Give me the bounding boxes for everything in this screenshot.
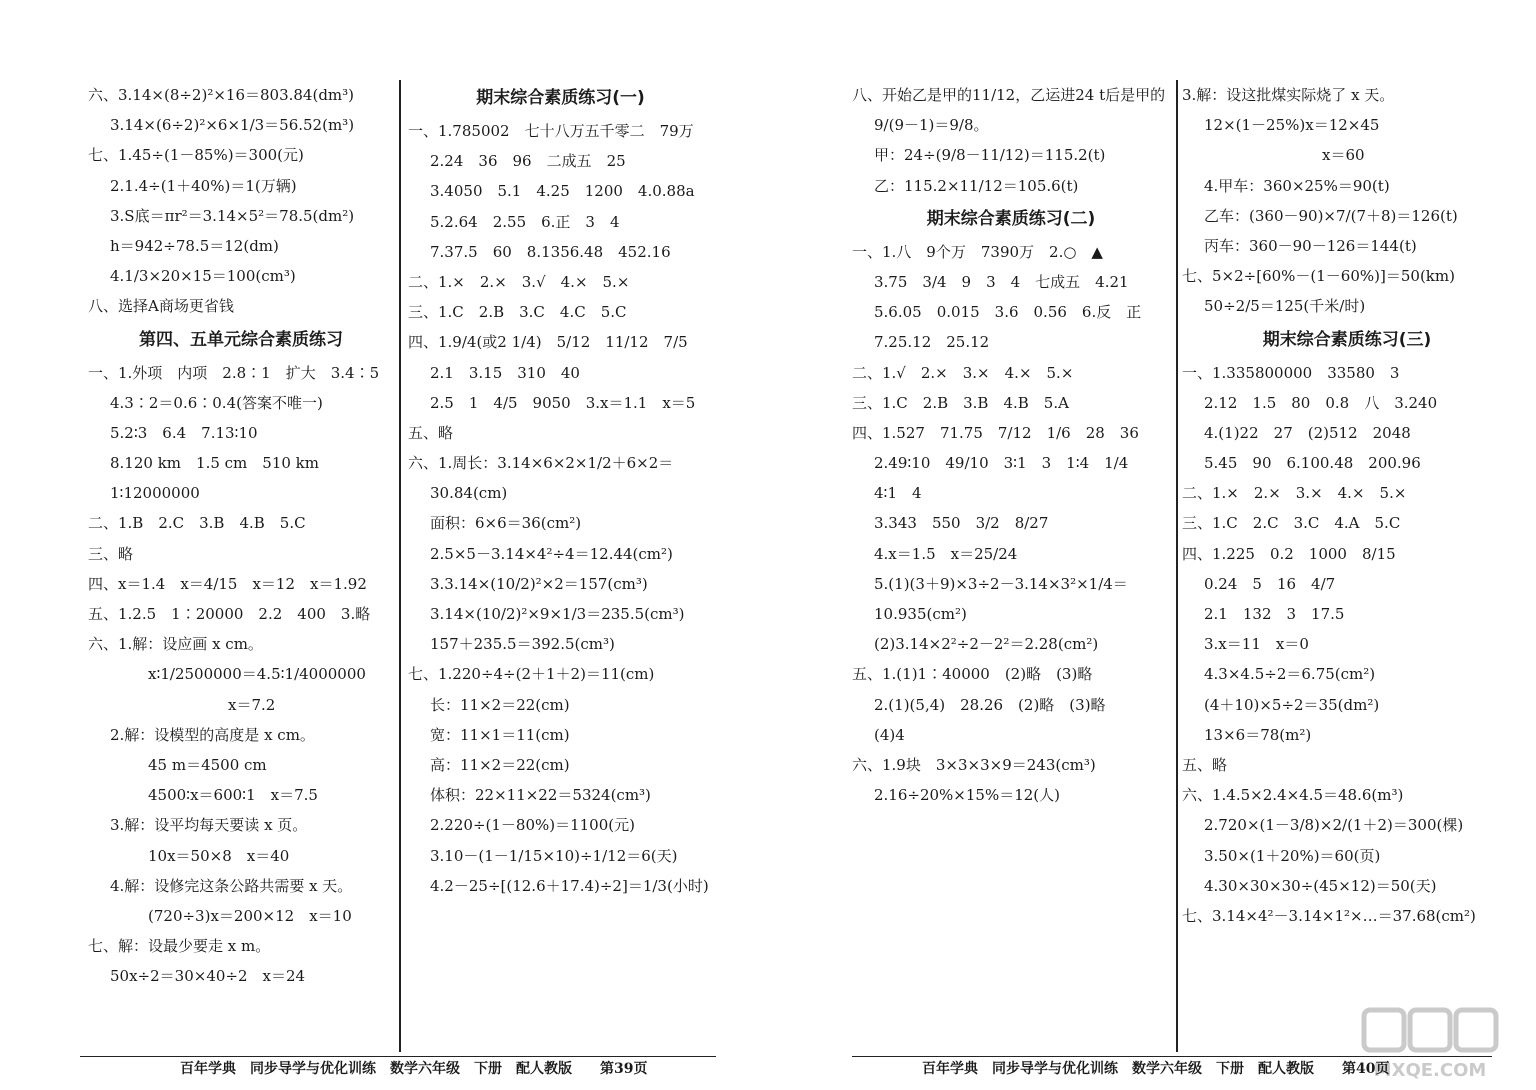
answer-line: 一、1.八 9个万 7390万 2.○ ▲ <box>852 242 1103 261</box>
answer-line: 5.2∶3 6.4 7.13∶10 <box>110 423 258 442</box>
answer-line: 4.30×30×30÷(45×12)＝50(天) <box>1204 876 1437 895</box>
answer-line: 8.120 km 1.5 cm 510 km <box>110 454 319 473</box>
answer-line: 2.(1)(5,4) 28.26 (2)略 (3)略 <box>874 695 1106 714</box>
answer-line: 高：11×2＝22(cm) <box>430 755 570 774</box>
answer-column-1 <box>88 80 394 1050</box>
answer-line: 六、1.周长：3.14×6×2×1/2＋6×2＝ <box>408 454 674 473</box>
answer-line: 四、1.527 71.75 7/12 1/6 28 36 <box>852 423 1139 442</box>
answer-line: (2)3.14×2²÷2－2²＝2.28(cm²) <box>874 635 1099 654</box>
column-divider-left <box>399 80 401 1052</box>
answer-line: 7.37.5 60 8.1356.48 452.16 <box>430 242 671 261</box>
answer-line: 八、选择A商场更省钱 <box>88 297 234 316</box>
answer-line: 七、解：设最少要走 x m。 <box>88 937 271 956</box>
answer-line: 五、1.(1)1∶40000 (2)略 (3)略 <box>852 665 1093 684</box>
answer-line: 3.14×(6÷2)²×6×1/3＝56.52(m³) <box>110 116 355 135</box>
answer-line: 四、1.9/4(或2 1/4) 5/12 11/12 7/5 <box>408 333 688 352</box>
answer-line: 二、1.B 2.C 3.B 4.B 5.C <box>88 514 306 533</box>
answer-line: 八、开始乙是甲的11/12，乙运进24 t后是甲的 <box>852 86 1166 104</box>
answer-line: 50÷2/5＝125(千米/时) <box>1204 297 1366 316</box>
answer-line: 四、x＝1.4 x＝4/15 x＝12 x＝1.92 <box>88 574 367 593</box>
answer-line: 2.220÷(1－80%)＝1100(元) <box>430 816 635 835</box>
answer-line: x＝60 <box>1322 146 1365 165</box>
answer-line: 3.x＝11 x＝0 <box>1204 635 1309 654</box>
answer-line: 4∶1 4 <box>874 484 922 503</box>
answer-line: 2.5 1 4/5 9050 3.x＝1.1 x＝5 <box>430 393 696 412</box>
answer-line: 1∶12000000 <box>110 484 200 503</box>
section-heading: 期末综合素质练习(三) <box>1262 329 1432 350</box>
answer-line: 二、1.× 2.× 3.√ 4.× 5.× <box>408 272 630 291</box>
answer-line: 六、3.14×(8÷2)²×16＝803.84(dm³) <box>88 86 355 104</box>
answer-line: 2.16÷20%×15%＝12(人) <box>874 786 1061 805</box>
answer-line: 4500∶x＝600∶1 x＝7.5 <box>148 786 318 805</box>
section-heading: 期末综合素质练习(二) <box>926 208 1096 229</box>
page-footer-left: 百年学典 同步导学与优化训练 数学六年级 下册 配人教版 第39页 <box>80 1056 716 1080</box>
answer-line: 乙：115.2×11/12＝105.6(t) <box>874 176 1079 195</box>
answer-line: 3.解：设这批煤实际烧了 x 天。 <box>1182 86 1395 104</box>
answer-line: 10x＝50×8 x＝40 <box>148 846 290 865</box>
answer-line: 一、1.785002 七十八万五千零二 79万 <box>408 122 694 140</box>
answer-line: 七、1.45÷(1－85%)＝300(元) <box>88 146 304 165</box>
answer-column-2 <box>408 80 713 1050</box>
answer-column-4 <box>1182 80 1512 1050</box>
answer-line: 3.10－(1－1/15×10)÷1/12＝6(天) <box>430 846 678 865</box>
answer-line: 六、1.4.5×2.4×4.5＝48.6(m³) <box>1182 786 1404 805</box>
answer-line: 2.1 3.15 310 40 <box>430 363 580 382</box>
answer-line: 4.1/3×20×15＝100(cm³) <box>110 267 296 286</box>
answer-line: (720÷3)x＝200×12 x＝10 <box>148 906 352 925</box>
answer-line: 三、略 <box>88 544 134 563</box>
answer-line: 157＋235.5＝392.5(cm³) <box>430 635 615 654</box>
answer-line: 宽：11×1＝11(cm) <box>430 725 570 744</box>
answer-line: 五、略 <box>408 423 454 442</box>
answer-line: 3.14×(10/2)²×9×1/3＝235.5(cm³) <box>430 605 685 623</box>
section-heading: 期末综合素质练习(一) <box>476 88 645 108</box>
answer-line: 4.2－25÷[(12.6＋17.4)÷2]＝1/3(小时) <box>430 876 709 895</box>
answer-line: 3.4050 5.1 4.25 1200 4.0.88a <box>430 182 695 201</box>
watermark-icon <box>1360 1006 1500 1082</box>
answer-line: 七、3.14×4²－3.14×1²×…＝37.68(cm²) <box>1182 906 1476 925</box>
answer-line: 3.S底＝πr²＝3.14×5²＝78.5(dm²) <box>110 206 355 225</box>
answer-line: h＝942÷78.5＝12(dm) <box>110 236 279 255</box>
answer-line: 3.343 550 3/2 8/27 <box>874 514 1049 533</box>
page-footer-right: 百年学典 同步导学与优化训练 数学六年级 下册 配人教版 第40页 <box>852 1056 1492 1080</box>
section-heading: 第四、五单元综合素质练习 <box>139 329 343 350</box>
answer-line: 3.解：设平均每天要读 x 页。 <box>110 816 308 835</box>
answer-line: 2.5×5－3.14×4²÷4＝12.44(cm²) <box>430 544 673 563</box>
answer-line: 一、1.外项 内项 2.8∶1 扩大 3.4∶5 <box>88 363 380 382</box>
answer-line: 五、略 <box>1182 755 1228 774</box>
answer-line: (4)4 <box>874 725 905 744</box>
answer-line: 一、1.335800000 33580 3 <box>1182 363 1400 382</box>
answer-line: 5.45 90 6.100.48 200.96 <box>1204 454 1421 473</box>
answer-line: 2.1.4÷(1＋40%)＝1(万辆) <box>110 176 297 195</box>
answer-line: 5.6.05 0.015 3.6 0.56 6.反 正 <box>874 303 1142 322</box>
answer-line: 45 m＝4500 cm <box>148 755 267 774</box>
answer-line: 50x÷2＝30×40÷2 x＝24 <box>110 967 306 986</box>
answer-line: 四、1.225 0.2 1000 8/15 <box>1182 544 1396 563</box>
answer-line: 长：11×2＝22(cm) <box>430 695 570 714</box>
answer-line: 4.(1)22 27 (2)512 2048 <box>1204 423 1411 442</box>
answer-line: 五、1.2.5 1∶20000 2.2 400 3.略 <box>88 605 371 623</box>
answer-line: 3.50×(1＋20%)＝60(页) <box>1204 846 1381 865</box>
answer-column-3 <box>852 80 1170 1050</box>
answer-line: x＝7.2 <box>228 695 276 714</box>
answer-line: 2.1 132 3 17.5 <box>1204 605 1345 623</box>
answer-line: 甲：24÷(9/8－11/12)＝115.2(t) <box>874 146 1106 165</box>
answer-line: 5.2.64 2.55 6.正 3 4 <box>430 212 620 231</box>
column-divider-right <box>1176 80 1178 1052</box>
answer-line: 4.解：设修完这条公路共需要 x 天。 <box>110 876 353 895</box>
answer-line: 3.3.14×(10/2)²×2＝157(cm³) <box>430 574 648 593</box>
answer-line: 10.935(cm²) <box>874 605 967 623</box>
answer-line: 4.3∶2＝0.6∶0.4(答案不唯一) <box>110 393 323 412</box>
answer-line: 体积：22×11×22＝5324(cm³) <box>430 786 651 805</box>
answer-line: 2.49∶10 49/10 3∶1 3 1∶4 1/4 <box>874 454 1129 473</box>
answer-line: 七、1.220÷4÷(2＋1＋2)＝11(cm) <box>408 665 655 684</box>
answer-line: 2.解：设模型的高度是 x cm。 <box>110 725 315 744</box>
answer-line: 乙车：(360－90)×7/(7＋8)＝126(t) <box>1204 206 1458 225</box>
answer-line: 30.84(cm) <box>430 484 508 503</box>
answer-line: 4.x＝1.5 x＝25/24 <box>874 544 1018 563</box>
answer-line: 9/(9－1)＝9/8。 <box>874 116 989 135</box>
answer-line: 七、5×2÷[60%－(1－60%)]＝50(km) <box>1182 267 1455 286</box>
answer-line: 0.24 5 16 4/7 <box>1204 574 1336 593</box>
answer-line: 2.24 36 96 二成五 25 <box>430 152 626 171</box>
answer-line: 三、1.C 2.B 3.C 4.C 5.C <box>408 303 627 322</box>
answer-line: 2.720×(1－3/8)×2/(1＋2)＝300(棵) <box>1204 816 1464 835</box>
answer-line: 2.12 1.5 80 0.8 八 3.240 <box>1204 393 1438 412</box>
answer-line: 三、1.C 2.B 3.B 4.B 5.A <box>852 393 1069 412</box>
answer-line: 4.甲车：360×25%＝90(t) <box>1204 176 1390 195</box>
answer-line: 12×(1－25%)x＝12×45 <box>1204 116 1380 135</box>
answer-line: x∶1/2500000＝4.5∶1/4000000 <box>148 665 366 684</box>
answer-line: 三、1.C 2.C 3.C 4.A 5.C <box>1182 514 1401 533</box>
answer-line: 13×6＝78(m²) <box>1204 725 1312 744</box>
answer-line: 六、1.解：设应画 x cm。 <box>88 635 263 654</box>
svg-text:MXQE.COM: MXQE.COM <box>1373 1060 1487 1081</box>
answer-line: 7.25.12 25.12 <box>874 333 990 352</box>
answer-line: 丙车：360－90－126＝144(t) <box>1204 236 1417 255</box>
answer-line: 5.(1)(3＋9)×3÷2－3.14×3²×1/4＝ <box>874 574 1128 593</box>
answer-line: 4.3×4.5÷2＝6.75(cm²) <box>1204 665 1376 684</box>
answer-line: 3.75 3/4 9 3 4 七成五 4.21 <box>874 272 1129 291</box>
answer-line: (4＋10)×5÷2＝35(dm²) <box>1204 695 1380 714</box>
answer-line: 二、1.√ 2.× 3.× 4.× 5.× <box>852 363 1074 382</box>
answer-line: 六、1.9块 3×3×3×9＝243(cm³) <box>852 755 1096 774</box>
watermark-logo <box>1360 1006 1500 1082</box>
answer-line: 面积：6×6＝36(cm²) <box>430 514 582 533</box>
answer-line: 二、1.× 2.× 3.× 4.× 5.× <box>1182 484 1407 503</box>
